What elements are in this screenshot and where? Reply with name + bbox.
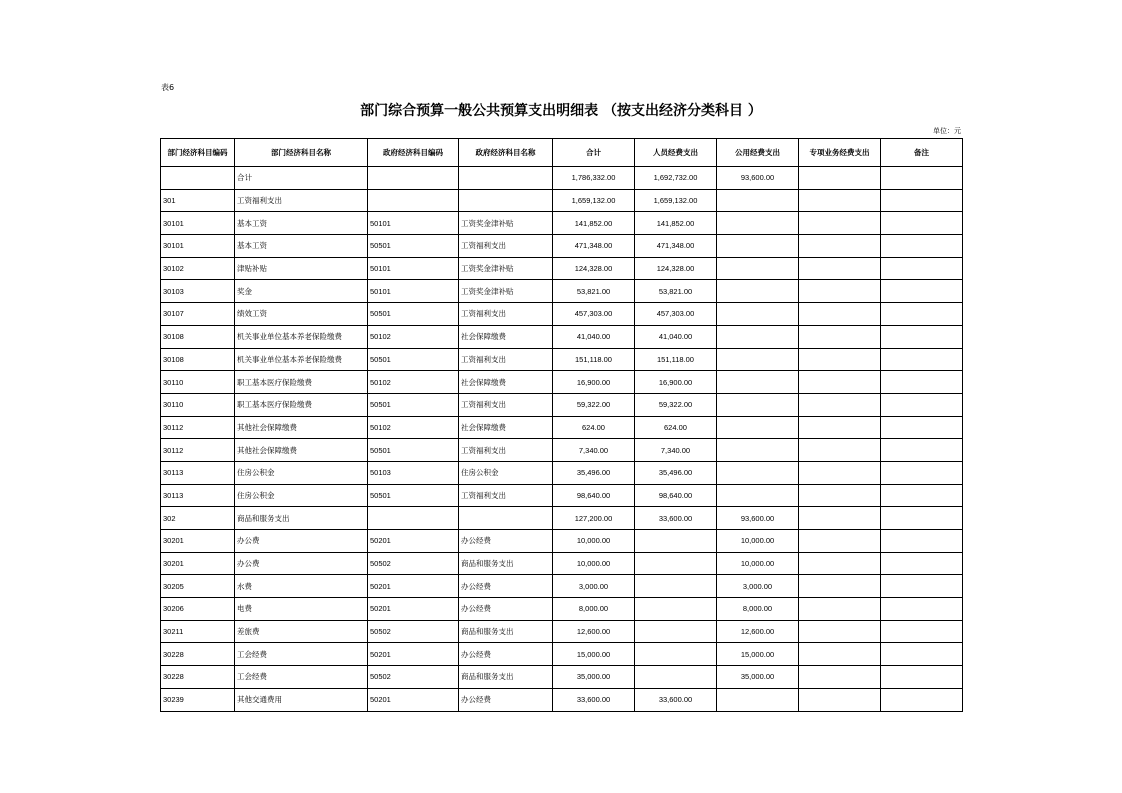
cell-total: 127,200.00	[553, 507, 635, 530]
cell-dept-name: 住房公积金	[235, 461, 368, 484]
cell-total: 10,000.00	[553, 552, 635, 575]
cell-dept-code	[161, 167, 235, 190]
cell-gov-code	[368, 507, 459, 530]
table-row	[161, 257, 963, 280]
cell-public	[717, 212, 799, 235]
cell-personnel: 35,496.00	[635, 461, 717, 484]
cell-dept-code: 302	[161, 507, 235, 530]
cell-dept-name: 职工基本医疗保险缴费	[235, 371, 368, 394]
cell-dept-name: 奖金	[235, 280, 368, 303]
cell-public: 35,000.00	[717, 666, 799, 689]
table-row	[161, 507, 963, 530]
cell-note	[881, 371, 963, 394]
cell-total: 1,659,132.00	[553, 189, 635, 212]
cell-dept-code: 30103	[161, 280, 235, 303]
table-row	[161, 167, 963, 190]
cell-note	[881, 530, 963, 553]
cell-gov-name: 工资奖金津补贴	[459, 257, 553, 280]
cell-personnel: 1,692,732.00	[635, 167, 717, 190]
cell-personnel: 124,328.00	[635, 257, 717, 280]
cell-total: 35,496.00	[553, 461, 635, 484]
cell-total: 141,852.00	[553, 212, 635, 235]
cell-dept-name: 其他社会保障缴费	[235, 416, 368, 439]
cell-dept-code: 301	[161, 189, 235, 212]
table-row	[161, 688, 963, 711]
table-row	[161, 303, 963, 326]
cell-gov-name: 工资福利支出	[459, 348, 553, 371]
cell-special	[799, 575, 881, 598]
cell-special	[799, 189, 881, 212]
cell-dept-name: 基本工资	[235, 212, 368, 235]
cell-personnel: 59,322.00	[635, 393, 717, 416]
cell-dept-name: 工会经费	[235, 666, 368, 689]
cell-total: 3,000.00	[553, 575, 635, 598]
cell-gov-code	[368, 167, 459, 190]
cell-special	[799, 416, 881, 439]
cell-gov-name: 办公经费	[459, 575, 553, 598]
cell-public: 3,000.00	[717, 575, 799, 598]
cell-total: 16,900.00	[553, 371, 635, 394]
table-row	[161, 461, 963, 484]
cell-personnel	[635, 666, 717, 689]
cell-note	[881, 416, 963, 439]
cell-gov-name: 社会保障缴费	[459, 371, 553, 394]
cell-personnel: 33,600.00	[635, 688, 717, 711]
cell-public	[717, 189, 799, 212]
cell-total: 98,640.00	[553, 484, 635, 507]
cell-personnel: 53,821.00	[635, 280, 717, 303]
cell-gov-code: 50502	[368, 666, 459, 689]
cell-gov-code: 50501	[368, 484, 459, 507]
cell-gov-name: 工资奖金津补贴	[459, 280, 553, 303]
cell-note	[881, 439, 963, 462]
cell-total: 624.00	[553, 416, 635, 439]
cell-total: 59,322.00	[553, 393, 635, 416]
cell-gov-name: 办公经费	[459, 688, 553, 711]
cell-dept-name: 绩效工资	[235, 303, 368, 326]
cell-note	[881, 189, 963, 212]
cell-dept-name: 差旅费	[235, 620, 368, 643]
document-label: 表6	[161, 83, 175, 92]
cell-gov-code: 50201	[368, 530, 459, 553]
cell-gov-name: 工资福利支出	[459, 484, 553, 507]
cell-personnel: 41,040.00	[635, 325, 717, 348]
page-title: 部门综合预算一般公共预算支出明细表 （按支出经济分类科目 ）	[360, 103, 762, 119]
cell-gov-name: 办公经费	[459, 530, 553, 553]
cell-special	[799, 688, 881, 711]
cell-total: 124,328.00	[553, 257, 635, 280]
cell-dept-code: 30107	[161, 303, 235, 326]
cell-note	[881, 688, 963, 711]
cell-gov-name: 工资奖金津补贴	[459, 212, 553, 235]
cell-dept-name: 电费	[235, 598, 368, 621]
cell-dept-code: 30205	[161, 575, 235, 598]
cell-dept-code: 30102	[161, 257, 235, 280]
cell-public: 10,000.00	[717, 552, 799, 575]
cell-total: 33,600.00	[553, 688, 635, 711]
table-row	[161, 393, 963, 416]
cell-gov-name: 办公经费	[459, 643, 553, 666]
cell-dept-name: 其他社会保障缴费	[235, 439, 368, 462]
cell-special	[799, 507, 881, 530]
cell-gov-code: 50501	[368, 393, 459, 416]
cell-public	[717, 484, 799, 507]
cell-total: 15,000.00	[553, 643, 635, 666]
cell-special	[799, 393, 881, 416]
cell-personnel: 151,118.00	[635, 348, 717, 371]
cell-special	[799, 348, 881, 371]
cell-note	[881, 507, 963, 530]
cell-personnel	[635, 598, 717, 621]
table-row	[161, 439, 963, 462]
cell-special	[799, 643, 881, 666]
cell-dept-code: 30110	[161, 371, 235, 394]
cell-dept-code: 30108	[161, 348, 235, 371]
cell-note	[881, 212, 963, 235]
cell-gov-name: 社会保障缴费	[459, 325, 553, 348]
cell-dept-code: 30113	[161, 484, 235, 507]
table-row	[161, 530, 963, 553]
cell-gov-name: 工资福利支出	[459, 235, 553, 258]
cell-note	[881, 167, 963, 190]
table-row	[161, 643, 963, 666]
cell-personnel: 457,303.00	[635, 303, 717, 326]
cell-special	[799, 325, 881, 348]
cell-total: 7,340.00	[553, 439, 635, 462]
cell-total: 53,821.00	[553, 280, 635, 303]
cell-note	[881, 325, 963, 348]
table-row	[161, 235, 963, 258]
col-header-dept-code: 部门经济科目编码	[161, 139, 235, 167]
cell-dept-code: 30206	[161, 598, 235, 621]
table-row	[161, 552, 963, 575]
cell-special	[799, 530, 881, 553]
col-header-special: 专项业务经费支出	[799, 139, 881, 167]
cell-personnel: 33,600.00	[635, 507, 717, 530]
cell-note	[881, 235, 963, 258]
cell-gov-name	[459, 189, 553, 212]
cell-gov-code: 50502	[368, 620, 459, 643]
cell-gov-code: 50201	[368, 575, 459, 598]
cell-gov-code: 50501	[368, 303, 459, 326]
col-header-gov-code: 政府经济科目编码	[368, 139, 459, 167]
cell-gov-code: 50201	[368, 688, 459, 711]
cell-public: 8,000.00	[717, 598, 799, 621]
cell-public: 15,000.00	[717, 643, 799, 666]
cell-gov-code: 50103	[368, 461, 459, 484]
cell-public	[717, 280, 799, 303]
expenditure-table	[160, 138, 963, 712]
cell-gov-name: 商品和服务支出	[459, 620, 553, 643]
cell-dept-name: 工会经费	[235, 643, 368, 666]
cell-special	[799, 371, 881, 394]
cell-personnel	[635, 552, 717, 575]
cell-gov-name: 工资福利支出	[459, 393, 553, 416]
cell-special	[799, 461, 881, 484]
cell-personnel: 16,900.00	[635, 371, 717, 394]
cell-dept-name: 工资福利支出	[235, 189, 368, 212]
cell-special	[799, 167, 881, 190]
cell-special	[799, 212, 881, 235]
table-row	[161, 620, 963, 643]
cell-dept-name: 商品和服务支出	[235, 507, 368, 530]
cell-special	[799, 666, 881, 689]
cell-dept-code: 30113	[161, 461, 235, 484]
table-body	[161, 167, 963, 712]
cell-special	[799, 439, 881, 462]
cell-public	[717, 371, 799, 394]
cell-note	[881, 280, 963, 303]
cell-dept-name: 机关事业单位基本养老保险缴费	[235, 348, 368, 371]
cell-dept-code: 30228	[161, 643, 235, 666]
cell-note	[881, 552, 963, 575]
cell-total: 1,786,332.00	[553, 167, 635, 190]
cell-gov-code: 50102	[368, 371, 459, 394]
cell-dept-name: 津贴补贴	[235, 257, 368, 280]
cell-dept-code: 30239	[161, 688, 235, 711]
table-row	[161, 666, 963, 689]
col-header-dept-name: 部门经济科目名称	[235, 139, 368, 167]
col-header-total: 合计	[553, 139, 635, 167]
cell-gov-name: 社会保障缴费	[459, 416, 553, 439]
cell-note	[881, 666, 963, 689]
cell-public	[717, 325, 799, 348]
table-row	[161, 575, 963, 598]
cell-dept-name: 办公费	[235, 530, 368, 553]
cell-note	[881, 484, 963, 507]
cell-note	[881, 643, 963, 666]
cell-note	[881, 461, 963, 484]
cell-public: 10,000.00	[717, 530, 799, 553]
cell-total: 12,600.00	[553, 620, 635, 643]
cell-gov-name: 商品和服务支出	[459, 552, 553, 575]
cell-personnel: 7,340.00	[635, 439, 717, 462]
cell-gov-code: 50101	[368, 280, 459, 303]
cell-public	[717, 235, 799, 258]
cell-gov-code: 50201	[368, 643, 459, 666]
cell-dept-code: 30201	[161, 530, 235, 553]
cell-dept-code: 30112	[161, 439, 235, 462]
cell-dept-code: 30101	[161, 235, 235, 258]
cell-dept-name: 合计	[235, 167, 368, 190]
cell-public	[717, 257, 799, 280]
cell-special	[799, 257, 881, 280]
cell-public	[717, 416, 799, 439]
cell-dept-name: 住房公积金	[235, 484, 368, 507]
cell-dept-name: 机关事业单位基本养老保险缴费	[235, 325, 368, 348]
cell-total: 8,000.00	[553, 598, 635, 621]
cell-gov-code: 50102	[368, 325, 459, 348]
cell-gov-code: 50102	[368, 416, 459, 439]
cell-gov-code: 50101	[368, 257, 459, 280]
table-header-row	[161, 139, 963, 167]
table-row	[161, 212, 963, 235]
cell-public	[717, 393, 799, 416]
cell-total: 41,040.00	[553, 325, 635, 348]
cell-gov-code	[368, 189, 459, 212]
col-header-note: 备注	[881, 139, 963, 167]
table-row	[161, 371, 963, 394]
cell-total: 457,303.00	[553, 303, 635, 326]
cell-dept-code: 30101	[161, 212, 235, 235]
cell-gov-code: 50501	[368, 348, 459, 371]
cell-note	[881, 598, 963, 621]
cell-special	[799, 235, 881, 258]
cell-special	[799, 552, 881, 575]
cell-gov-code: 50501	[368, 235, 459, 258]
table-row	[161, 325, 963, 348]
cell-dept-name: 其他交通费用	[235, 688, 368, 711]
cell-gov-name: 工资福利支出	[459, 303, 553, 326]
cell-note	[881, 393, 963, 416]
cell-gov-code: 50501	[368, 439, 459, 462]
cell-personnel: 141,852.00	[635, 212, 717, 235]
cell-dept-code: 30201	[161, 552, 235, 575]
cell-gov-name: 住房公积金	[459, 461, 553, 484]
table-row	[161, 348, 963, 371]
table-row	[161, 189, 963, 212]
cell-note	[881, 575, 963, 598]
cell-special	[799, 484, 881, 507]
cell-dept-name: 水费	[235, 575, 368, 598]
cell-dept-code: 30112	[161, 416, 235, 439]
cell-gov-name: 商品和服务支出	[459, 666, 553, 689]
col-header-personnel: 人员经费支出	[635, 139, 717, 167]
cell-dept-name: 职工基本医疗保险缴费	[235, 393, 368, 416]
cell-dept-code: 30211	[161, 620, 235, 643]
cell-personnel: 1,659,132.00	[635, 189, 717, 212]
cell-gov-name: 办公经费	[459, 598, 553, 621]
cell-personnel: 98,640.00	[635, 484, 717, 507]
cell-gov-code: 50201	[368, 598, 459, 621]
cell-special	[799, 620, 881, 643]
cell-dept-code: 30110	[161, 393, 235, 416]
cell-special	[799, 598, 881, 621]
cell-note	[881, 257, 963, 280]
cell-public	[717, 303, 799, 326]
cell-total: 471,348.00	[553, 235, 635, 258]
col-header-gov-name: 政府经济科目名称	[459, 139, 553, 167]
cell-public	[717, 348, 799, 371]
cell-public: 12,600.00	[717, 620, 799, 643]
cell-personnel	[635, 575, 717, 598]
cell-public	[717, 461, 799, 484]
cell-personnel	[635, 620, 717, 643]
cell-note	[881, 348, 963, 371]
cell-special	[799, 303, 881, 326]
cell-gov-name: 工资福利支出	[459, 439, 553, 462]
cell-total: 10,000.00	[553, 530, 635, 553]
unit-label: 单位：元	[933, 127, 961, 135]
cell-personnel	[635, 530, 717, 553]
cell-special	[799, 280, 881, 303]
cell-gov-code: 50502	[368, 552, 459, 575]
cell-dept-code: 30228	[161, 666, 235, 689]
cell-note	[881, 303, 963, 326]
table-row	[161, 598, 963, 621]
table-row	[161, 280, 963, 303]
cell-public: 93,600.00	[717, 167, 799, 190]
cell-personnel: 471,348.00	[635, 235, 717, 258]
cell-total: 35,000.00	[553, 666, 635, 689]
cell-personnel: 624.00	[635, 416, 717, 439]
cell-public	[717, 439, 799, 462]
cell-total: 151,118.00	[553, 348, 635, 371]
cell-gov-name	[459, 507, 553, 530]
col-header-public: 公用经费支出	[717, 139, 799, 167]
cell-note	[881, 620, 963, 643]
cell-personnel	[635, 643, 717, 666]
cell-dept-code: 30108	[161, 325, 235, 348]
table-row	[161, 416, 963, 439]
cell-public	[717, 688, 799, 711]
table-row	[161, 484, 963, 507]
cell-public: 93,600.00	[717, 507, 799, 530]
cell-gov-code: 50101	[368, 212, 459, 235]
cell-gov-name	[459, 167, 553, 190]
cell-dept-name: 基本工资	[235, 235, 368, 258]
cell-dept-name: 办公费	[235, 552, 368, 575]
